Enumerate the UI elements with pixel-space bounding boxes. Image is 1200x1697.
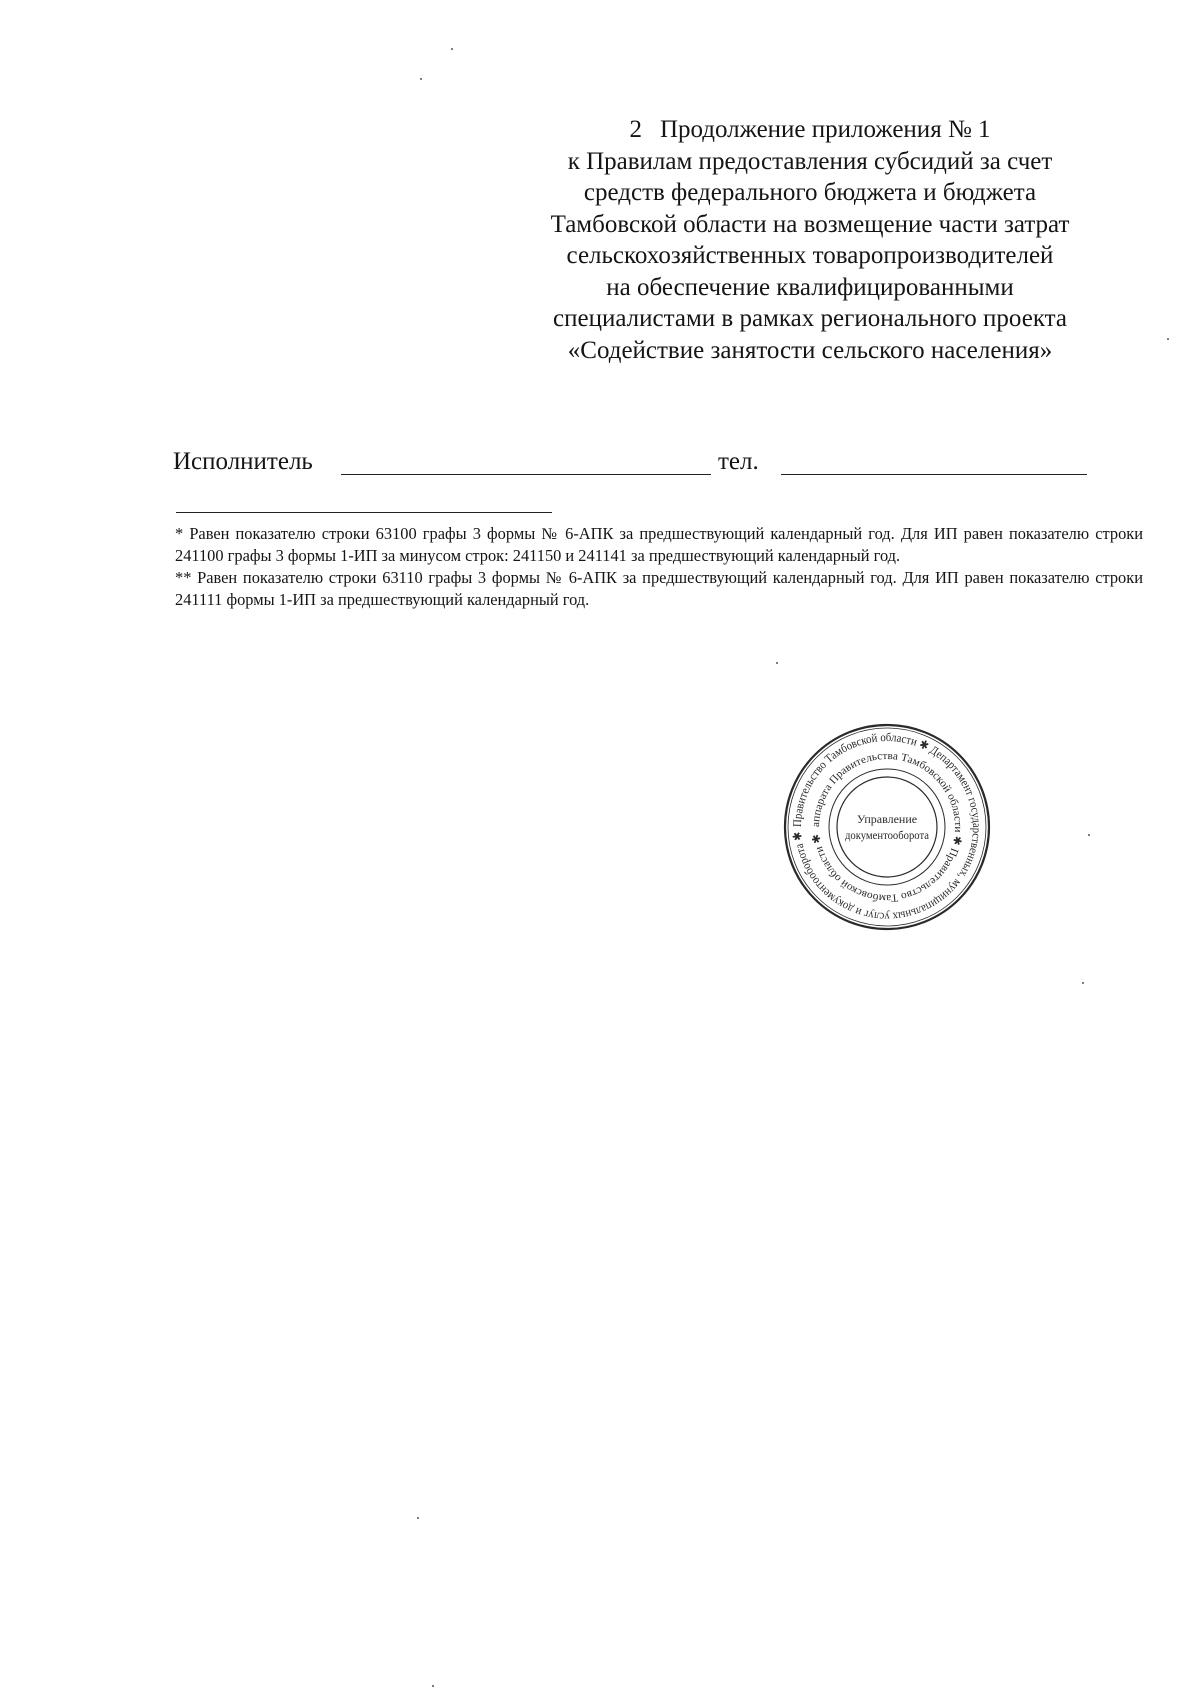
header-title: Продолжение приложения № 1 — [659, 116, 991, 143]
stamp-middle-text: аппарата Правительства Тамбовской области ✱ Правительство Тамбовской области ✱ — [809, 749, 965, 905]
scan-speck — [420, 78, 422, 80]
executor-row — [173, 447, 1093, 483]
official-stamp — [782, 722, 992, 932]
footnote-1: * Равен показателю строки 63100 графы 3 формы № 6-АПК за предшествующий календарный год. Для ИП равен показателю строки 241100 графы 3 формы 1-ИП за минусом строк: 241150 и 241141 за предшествующий календарный год. — [175, 524, 1143, 565]
scan-speck — [432, 1685, 434, 1687]
header-line-3: средств федерального бюджета и бюджета — [583, 179, 1037, 206]
stamp-seal — [782, 722, 992, 932]
executor-label: Исполнитель — [173, 448, 313, 475]
header-line-1 — [515, 114, 1105, 146]
phone-label: тел. — [718, 448, 759, 475]
stamp-center-line-1: Управление — [856, 812, 918, 826]
stamp-outer-text: Правительство Тамбовской области ✱ Департамент государственных, муниципальных услуг и документооборота ✱ — [789, 729, 985, 925]
header-line-7: специалистами в рамках регионального проекта — [553, 305, 1067, 332]
scan-speck — [417, 1517, 419, 1519]
footnote-2: ** Равен показателю строки 63110 графы 3 формы № 6-АПК за предшествующий календарный год. Для ИП равен показателю строки 241111 формы 1-ИП за предшествующий календарный год. — [175, 568, 1143, 609]
scan-speck — [451, 48, 453, 50]
page-number: 2 — [629, 116, 642, 143]
scan-speck — [1082, 982, 1084, 984]
header-line-2: к Правилам предоставления субсидий за счет — [567, 147, 1053, 175]
stamp-center-line-2: документооборота — [845, 830, 929, 842]
header-line-5: сельскохозяйственных товаропроизводителей — [566, 242, 1054, 269]
executor-name-line — [341, 474, 711, 475]
header-line-6: на обеспечение квалифицированными — [606, 273, 1014, 301]
phone-line — [781, 474, 1087, 475]
footnote-separator — [176, 512, 552, 513]
scan-speck — [776, 662, 778, 664]
header-line-8: «Содействие занятости сельского населения» — [567, 336, 1053, 364]
appendix-header — [515, 114, 1105, 366]
footnotes — [175, 523, 1143, 611]
scan-speck — [1088, 834, 1090, 836]
scan-speck — [1167, 338, 1169, 340]
header-line-4: Тамбовской области на возмещение части затрат — [550, 210, 1070, 238]
